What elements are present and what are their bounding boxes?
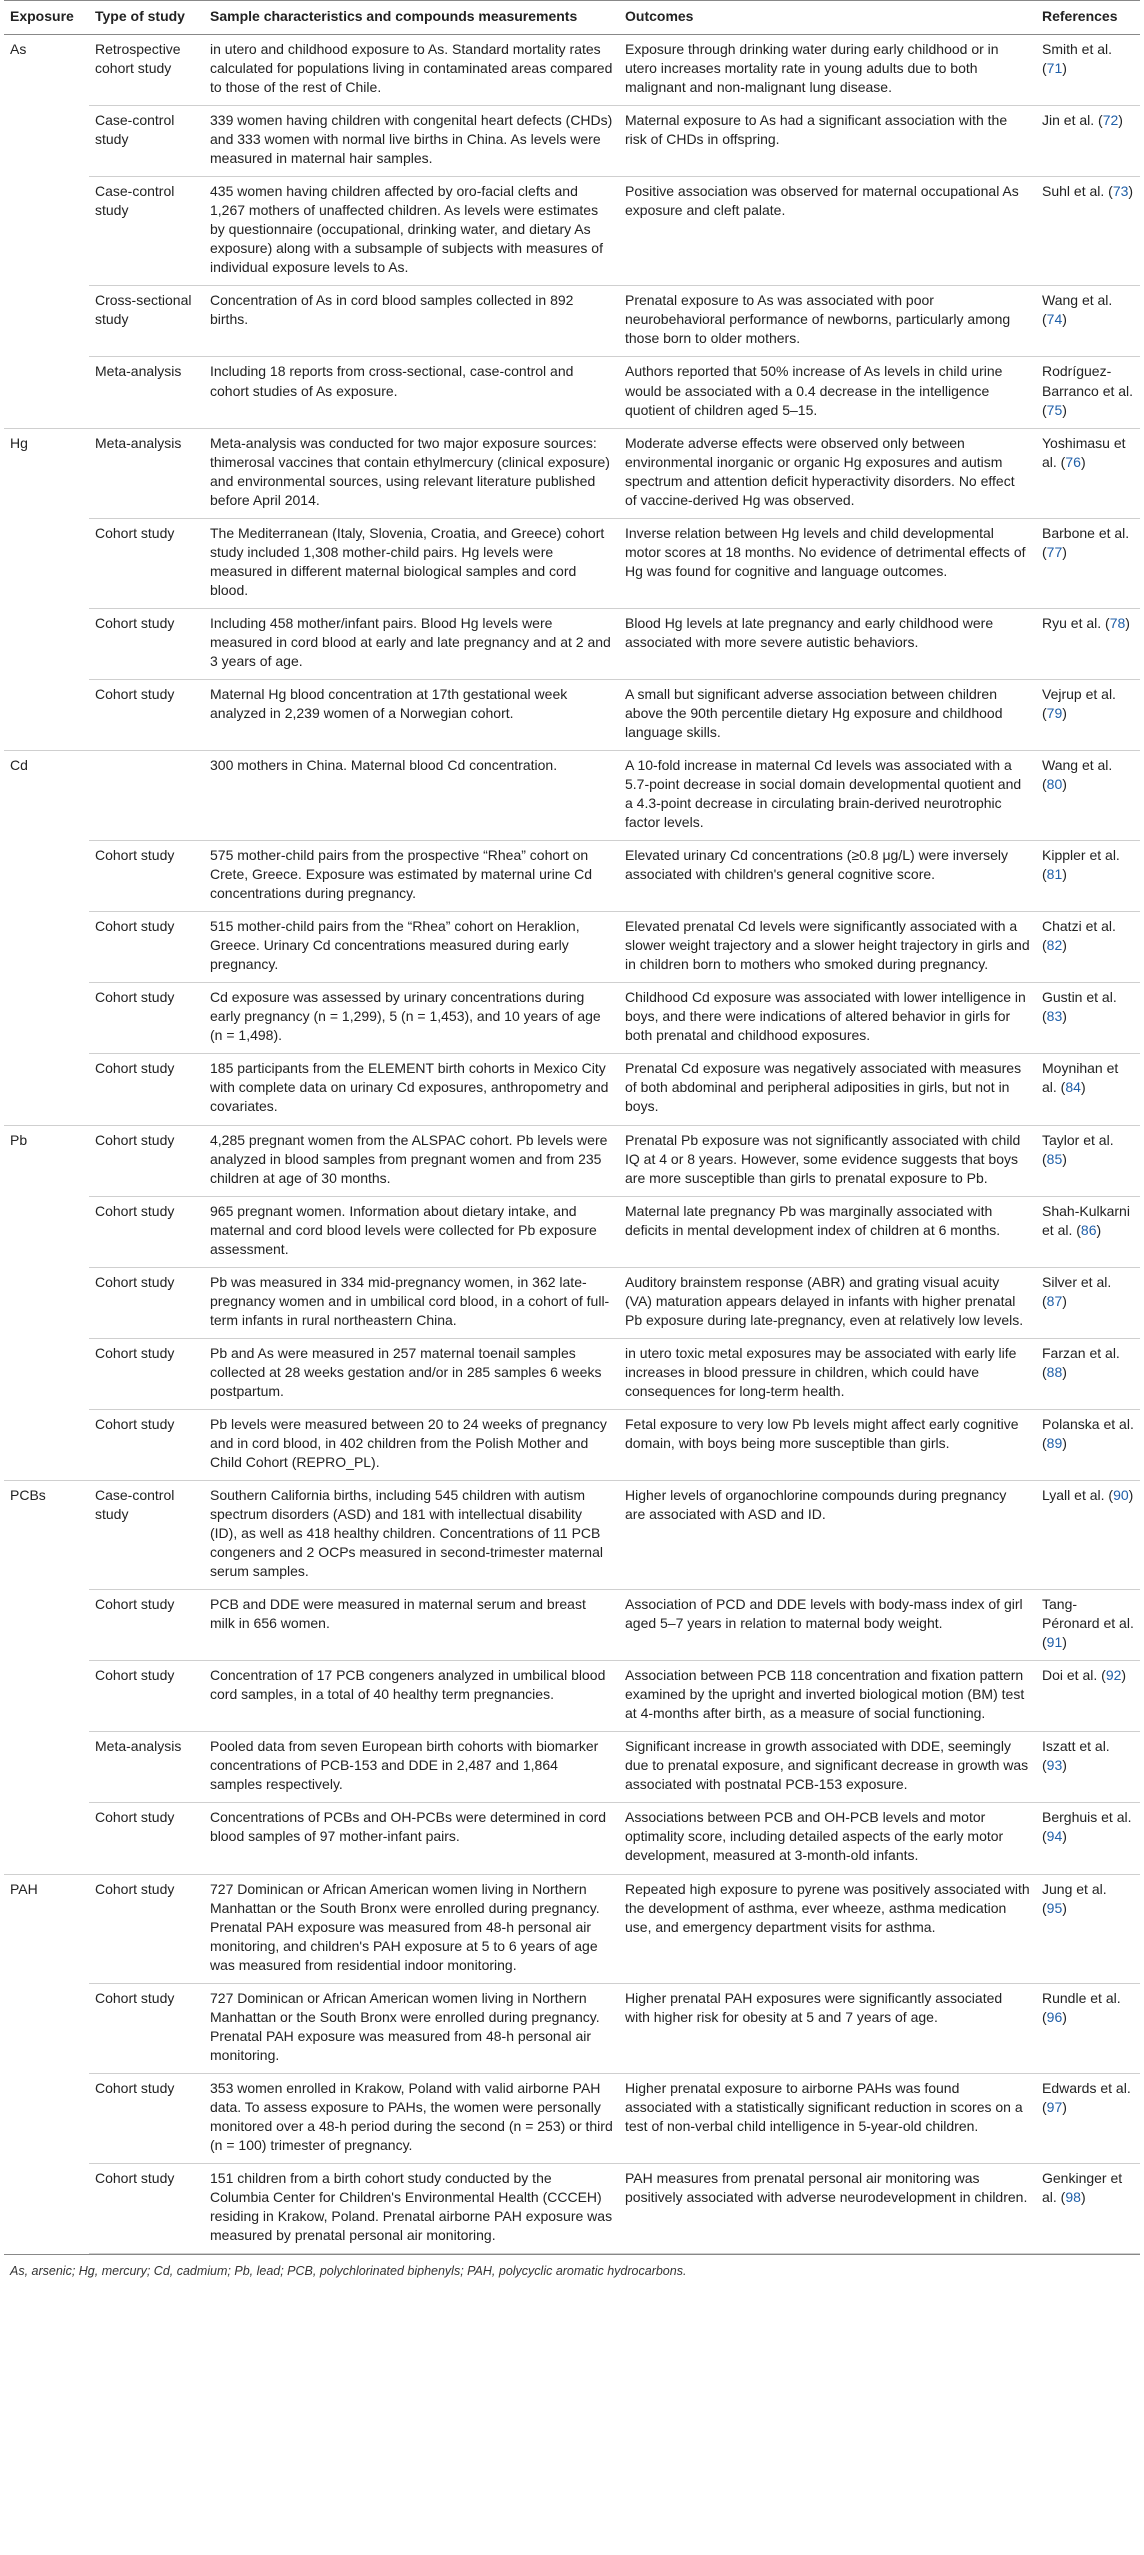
reference-authors: Tang-Péronard et al. [1042,1596,1134,1632]
sample-cell: in utero and childhood exposure to As. Standard mortality rates calculated for populations living in contaminated areas compared to those of the rest of Chile. [204,35,619,106]
table-row [4,1732,1140,1803]
reference-authors: Rundle et al. [1042,1989,1121,2006]
reference-authors: Jung et al. [1042,1880,1107,1897]
type-cell: Cohort study [89,2073,204,2163]
sample-cell: Including 18 reports from cross-sectional, case-control and cohort studies of As exposure. [204,357,619,428]
sample-cell: Pb and As were measured in 257 maternal toenail samples collected at 28 weeks gestation and/or in 285 samples 6 weeks postpartum. [204,1338,619,1409]
type-cell: Cohort study [89,1054,204,1125]
reference-cell: Moynihan et al. (84) [1036,1054,1140,1125]
reference-link[interactable]: 75 [1046,401,1063,418]
type-cell: Cohort study [89,1874,204,1983]
reference-cell: Genkinger et al. (98) [1036,2163,1140,2253]
table-body [4,35,1140,2254]
exposure-cell: Cd [4,751,89,841]
type-cell: Cohort study [89,1661,204,1732]
reference-cell: Jin et al. (72) [1036,106,1140,177]
outcomes-cell: Fetal exposure to very low Pb levels might affect early cognitive domain, with boys being more susceptible than girls. [619,1409,1036,1480]
exposure-cell [4,983,89,1054]
exposure-cell [4,2073,89,2163]
exposure-cell [4,1054,89,1125]
type-cell: Meta-analysis [89,1732,204,1803]
reference-cell: Wang et al. (80) [1036,751,1140,841]
sample-cell: 965 pregnant women. Information about dietary intake, and maternal and cord blood levels were collected for Pb exposure assessment. [204,1196,619,1267]
header-sample: Sample characteristics and compounds measurements [204,1,619,35]
reference-authors: Edwards et al. [1042,2079,1131,2096]
exposure-cell [4,1196,89,1267]
type-cell: Cohort study [89,1338,204,1409]
reference-link[interactable]: 81 [1046,866,1063,883]
exposure-cell [4,357,89,428]
outcomes-cell: Blood Hg levels at late pregnancy and early childhood were associated with more severe autistic behaviors. [619,608,1036,679]
outcomes-cell: Associations between PCB and OH-PCB levels and motor optimality score, including detailed aspects of the early motor development, measured at 3-month-old infants. [619,1803,1036,1874]
sample-cell: Concentration of As in cord blood samples collected in 892 births. [204,286,619,357]
reference-link[interactable]: 71 [1046,60,1063,77]
reference-authors: Rodríguez-Barranco et al. [1042,363,1134,399]
outcomes-cell: Higher prenatal PAH exposures were significantly associated with higher risk for obesity at 5 and 7 years of age. [619,1983,1036,2073]
outcomes-cell: Elevated prenatal Cd levels were significantly associated with a slower weight trajectory and a slower height trajectory in girls and in children born to mothers who smoked during pregnancy. [619,912,1036,983]
reference-link[interactable]: 74 [1046,311,1063,328]
type-cell: Cohort study [89,1409,204,1480]
reference-authors: Taylor et al. [1042,1131,1114,1148]
reference-authors: Shah-Kulkarni et al. [1042,1202,1130,1238]
reference-authors: Suhl et al. [1042,183,1105,200]
literature-table [4,0,1140,2254]
table-row [4,1196,1140,1267]
table-row [4,518,1140,608]
sample-cell: Including 458 mother/infant pairs. Blood Hg levels were measured in cord blood at early and late pregnancy and at 2 and 3 years of age. [204,608,619,679]
exposure-cell: PAH [4,1874,89,1983]
exposure-cell [4,1661,89,1732]
reference-link[interactable]: 92 [1105,1667,1122,1684]
sample-cell: 353 women enrolled in Krakow, Poland with valid airborne PAH data. To assess exposure to PAHs, the women were personally monitored over a 48-h period during the second (n = 253) or third (n = 100) trimester of pregnancy. [204,2073,619,2163]
table-row [4,679,1140,750]
exposure-cell [4,177,89,286]
outcomes-cell: Prenatal Cd exposure was negatively associated with measures of both abdominal and peripheral adiposities in girls, but not in boys. [619,1054,1036,1125]
sample-cell: 435 women having children affected by oro-facial clefts and 1,267 mothers of unaffected children. As levels were estimates by questionnaire (occupational, drinking water, and dietary As exposure) along with a subsample of subjects with measures of individual exposure levels to As. [204,177,619,286]
type-cell: Case-control study [89,177,204,286]
reference-cell: Silver et al. (87) [1036,1267,1140,1338]
type-cell: Cohort study [89,608,204,679]
sample-cell: 4,285 pregnant women from the ALSPAC cohort. Pb levels were analyzed in blood samples from pregnant women and from 235 children at age of 30 months. [204,1125,619,1196]
reference-link[interactable]: 90 [1113,1486,1129,1503]
reference-cell: Shah-Kulkarni et al. (86) [1036,1196,1140,1267]
reference-cell: Tang-Péronard et al. (91) [1036,1590,1140,1661]
sample-cell: 151 children from a birth cohort study conducted by the Columbia Center for Children's Environmental Health (CCCEH) residing in Krakow, Poland. Prenatal airborne PAH exposure was measured by prenatal personal air monitoring. [204,2163,619,2253]
sample-cell: Maternal Hg blood concentration at 17th gestational week analyzed in 2,239 women of a Norwegian cohort. [204,679,619,750]
reference-cell: Rundle et al. (96) [1036,1983,1140,2073]
reference-authors: Gustin et al. [1042,989,1117,1006]
exposure-cell [4,518,89,608]
outcomes-cell: A 10-fold increase in maternal Cd levels was associated with a 5.7-point decrease in social domain developmental quotient and a 4.3-point decrease in circulating brain-derived neurotrophic factor levels. [619,751,1036,841]
table-row [4,983,1140,1054]
reference-cell: Iszatt et al. (93) [1036,1732,1140,1803]
reference-cell: Doi et al. (92) [1036,1661,1140,1732]
reference-link[interactable]: 79 [1046,704,1063,721]
header-references: References [1036,1,1140,35]
reference-cell: Berghuis et al. (94) [1036,1803,1140,1874]
reference-cell: Kippler et al. (81) [1036,841,1140,912]
reference-link[interactable]: 77 [1046,543,1063,560]
exposure-cell [4,286,89,357]
reference-link[interactable]: 97 [1046,2098,1063,2115]
sample-cell: Pb levels were measured between 20 to 24 weeks of pregnancy and in cord blood, in 402 children from the Polish Mother and Child Cohort (REPRO_PL). [204,1409,619,1480]
exposure-cell [4,1338,89,1409]
reference-authors: Silver et al. [1042,1273,1112,1290]
reference-authors: Barbone et al. [1042,524,1130,541]
reference-authors: Smith et al. [1042,41,1113,58]
table-row [4,35,1140,106]
table-row [4,106,1140,177]
outcomes-cell: in utero toxic metal exposures may be associated with early life increases in blood pressure in children, which could have consequences for long-term health. [619,1338,1036,1409]
reference-link[interactable]: 78 [1109,614,1126,631]
outcomes-cell: PAH measures from prenatal personal air monitoring was positively associated with adverse neurodevelopment in children. [619,2163,1036,2253]
table-row [4,2163,1140,2253]
exposure-cell: As [10,41,27,58]
outcomes-cell: Elevated urinary Cd concentrations (≥0.8 μg/L) were inversely associated with children's general cognitive score. [619,841,1036,912]
reference-link[interactable]: 96 [1046,2008,1063,2025]
sample-cell: The Mediterranean (Italy, Slovenia, Croatia, and Greece) cohort study included 1,308 mother-child pairs. Hg levels were measured in different maternal biological samples and cord blood. [204,518,619,608]
type-cell: Cohort study [89,1267,204,1338]
table-header-row [4,1,1140,35]
exposure-cell [4,1267,89,1338]
header-outcomes: Outcomes [619,1,1036,35]
sample-cell: 727 Dominican or African American women living in Northern Manhattan or the South Bronx were enrolled during pregnancy. Prenatal PAH exposure was measured from 48-h personal air monitoring. [204,1983,619,2073]
reference-link[interactable]: 86 [1080,1221,1097,1238]
exposure-cell [4,106,89,177]
reference-cell: Suhl et al. (73) [1036,177,1140,286]
type-cell: Cohort study [89,983,204,1054]
table-row [4,1983,1140,2073]
outcomes-cell: Association of PCD and DDE levels with body-mass index of girl aged 5–7 years in relation to maternal body weight. [619,1590,1036,1661]
outcomes-cell: Prenatal exposure to As was associated with poor neurobehavioral performance of newborns, particularly among those born to older mothers. [619,286,1036,357]
outcomes-cell: Maternal late pregnancy Pb was marginally associated with deficits in mental development index of children at 6 months. [619,1196,1036,1267]
reference-authors: Farzan et al. [1042,1344,1120,1361]
reference-link[interactable]: 89 [1046,1434,1063,1451]
reference-cell: Farzan et al. (88) [1036,1338,1140,1409]
sample-cell: Concentration of 17 PCB congeners analyzed in umbilical blood cord samples, in a total of 40 healthy term pregnancies. [204,1661,619,1732]
exposure-cell [4,608,89,679]
outcomes-cell: Authors reported that 50% increase of As levels in child urine would be associated with a 0.4 decrease in the intelligence quotient of children aged 5–15. [619,357,1036,428]
table-row [4,1661,1140,1732]
reference-authors: Vejrup et al. [1042,685,1116,702]
reference-authors: Chatzi et al. [1042,918,1116,935]
reference-authors: Genkinger et al. [1042,2169,1123,2205]
reference-authors: Lyall et al. [1042,1486,1105,1503]
type-cell: Cohort study [89,912,204,983]
reference-authors: Ryu et al. [1042,614,1102,631]
sample-cell: Concentrations of PCBs and OH-PCBs were determined in cord blood samples of 97 mother-infant pairs. [204,1803,619,1874]
table-row [4,1267,1140,1338]
exposure-cell [4,1409,89,1480]
reference-link[interactable]: 93 [1046,1757,1063,1774]
type-cell: Cohort study [89,1590,204,1661]
reference-cell: Polanska et al. (89) [1036,1409,1140,1480]
reference-cell: Vejrup et al. (79) [1036,679,1140,750]
exposure-cell [4,679,89,750]
outcomes-cell: Moderate adverse effects were observed only between environmental inorganic or organic Hg exposures and autism spectrum and attention deficit hyperactivity disorders. No effect of vaccine-derived Hg was observed. [619,428,1036,518]
sample-cell: Cd exposure was assessed by urinary concentrations during early pregnancy (n = 1,299), 5 (n = 1,453), and 10 years of age (n = 1,498). [204,983,619,1054]
table-row [4,1590,1140,1661]
outcomes-cell: Exposure through drinking water during early childhood or in utero increases mortality rate in young adults due to both malignant and non-malignant lung disease. [619,35,1036,106]
table-row [4,841,1140,912]
reference-authors: Doi et al. [1042,1667,1098,1684]
reference-cell: Ryu et al. (78) [1036,608,1140,679]
reference-cell: Lyall et al. (90) [1036,1480,1140,1589]
reference-cell: Jung et al. (95) [1036,1874,1140,1983]
type-cell: Cohort study [89,1803,204,1874]
exposure-cell [4,2163,89,2253]
sample-cell: 339 women having children with congenital heart defects (CHDs) and 333 women with normal live births in China. As levels were measured in maternal hair samples. [204,106,619,177]
exposure-cell [4,1983,89,2073]
reference-cell: Edwards et al. (97) [1036,2073,1140,2163]
outcomes-cell: Higher prenatal exposure to airborne PAHs was found associated with a statistically significant reduction in scores on a test of non-verbal child intelligence in 5-year-old children. [619,2073,1036,2163]
reference-cell: Rodríguez-Barranco et al. (75) [1036,357,1140,428]
reference-cell: Taylor et al. (85) [1036,1125,1140,1196]
table-row [4,751,1140,841]
type-cell [89,751,204,841]
exposure-cell [4,1732,89,1803]
reference-authors: Moynihan et al. [1042,1060,1119,1096]
sample-cell: Pooled data from seven European birth cohorts with biomarker concentrations of PCB-153 and DDE in 2,487 and 1,864 samples respectively. [204,1732,619,1803]
sample-cell: 727 Dominican or African American women living in Northern Manhattan or the South Bronx were enrolled during pregnancy. Prenatal PAH exposure was measured from 48-h personal air monitoring, and children's PAH exposure at 5 to 6 years of age was measured from residential indoor monitoring. [204,1874,619,1983]
reference-link[interactable]: 87 [1046,1292,1063,1309]
reference-cell: Yoshimasu et al. (76) [1036,428,1140,518]
reference-link[interactable]: 72 [1102,112,1119,129]
exposure-cell [4,1590,89,1661]
reference-link[interactable]: 80 [1046,776,1063,793]
reference-authors: Wang et al. [1042,757,1113,773]
reference-authors: Wang et al. [1042,292,1113,309]
reference-authors: Iszatt et al. [1042,1738,1110,1755]
reference-link[interactable]: 91 [1046,1634,1063,1651]
exposure-cell: PCBs [4,1480,89,1589]
outcomes-cell: A small but significant adverse association between children above the 90th percentile dietary Hg exposure and childhood language skills. [619,679,1036,750]
table-row [4,1338,1140,1409]
exposure-cell: Hg [4,428,89,518]
table-row [4,608,1140,679]
reference-authors: Polanska et al. [1042,1415,1134,1432]
sample-cell: 575 mother-child pairs from the prospective “Rhea” cohort on Crete, Greece. Exposure was estimated by maternal urine Cd concentrations during pregnancy. [204,841,619,912]
reference-cell: Wang et al. (74) [1036,286,1140,357]
type-cell: Cohort study [89,679,204,750]
reference-authors: Berghuis et al. [1042,1809,1132,1826]
sample-cell: 300 mothers in China. Maternal blood Cd concentration. [204,751,619,841]
type-cell: Meta-analysis [89,357,204,428]
outcomes-cell: Repeated high exposure to pyrene was positively associated with the development of asthma, ever wheeze, asthma medication use, and emergency department visits for asthma. [619,1874,1036,1983]
reference-authors: Jin et al. [1042,112,1095,129]
reference-link[interactable]: 95 [1046,1899,1063,1916]
header-exposure: Exposure [4,1,89,35]
type-cell: Cohort study [89,1125,204,1196]
outcomes-cell: Childhood Cd exposure was associated with lower intelligence in boys, and there were indications of altered behavior in girls for both prenatal and childhood exposures. [619,983,1036,1054]
type-cell: Case-control study [89,106,204,177]
table-row [4,357,1140,428]
reference-link[interactable]: 76 [1065,453,1081,470]
outcomes-cell: Prenatal Pb exposure was not significantly associated with child IQ at 4 or 8 years. However, some evidence suggests that boys are more susceptible than girls to prenatal exposure to Pb. [619,1125,1036,1196]
sample-cell: PCB and DDE were measured in maternal serum and breast milk in 656 women. [204,1590,619,1661]
type-cell: Cohort study [89,518,204,608]
type-cell: Cohort study [89,2163,204,2253]
reference-link[interactable]: 98 [1065,2188,1081,2205]
outcomes-cell: Inverse relation between Hg levels and child developmental motor scores at 18 months. No evidence of detrimental effects of Hg was found for cognitive and language outcomes. [619,518,1036,608]
type-cell: Case-control study [89,1480,204,1589]
reference-cell: Barbone et al. (77) [1036,518,1140,608]
type-cell: Cross-sectional study [89,286,204,357]
outcomes-cell: Higher levels of organochlorine compounds during pregnancy are associated with ASD and ID. [619,1480,1036,1589]
table-row [4,286,1140,357]
table-row [4,912,1140,983]
reference-link[interactable]: 83 [1046,1008,1063,1025]
type-cell: Cohort study [89,1983,204,2073]
sample-cell: Pb was measured in 334 mid-pregnancy women, in 362 late-pregnancy women and in umbilical cord blood, in a cohort of full-term infants in rural northeastern China. [204,1267,619,1338]
reference-cell: Smith et al. (71) [1036,35,1140,106]
table-row [4,1874,1140,1983]
outcomes-cell: Maternal exposure to As had a significant association with the risk of CHDs in offspring. [619,106,1036,177]
header-type: Type of study [89,1,204,35]
reference-link[interactable]: 94 [1046,1828,1063,1845]
reference-cell: Gustin et al. (83) [1036,983,1140,1054]
reference-link[interactable]: 85 [1046,1150,1063,1167]
reference-authors: Kippler et al. [1042,847,1120,864]
sample-cell: 185 participants from the ELEMENT birth cohorts in Mexico City with complete data on urinary Cd exposures, anthropometry and covariates. [204,1054,619,1125]
exposure-cell [4,912,89,983]
table-row [4,1125,1140,1196]
sample-cell: Southern California births, including 545 children with autism spectrum disorders (ASD) and 181 with intellectual disability (ID), as well as 418 healthy children. Concentrations of 11 PCB congeners and 2 OCPs measured in second-trimester maternal serum samples. [204,1480,619,1589]
table-row [4,1803,1140,1874]
sample-cell: Meta-analysis was conducted for two major exposure sources: thimerosal vaccines that contain ethylmercury (clinical exposure) and environmental sources, using relevant literature published before April 2014. [204,428,619,518]
reference-authors: Yoshimasu et al. [1042,434,1126,470]
exposure-cell [4,1803,89,1874]
type-cell: Cohort study [89,1196,204,1267]
reference-link[interactable]: 82 [1046,937,1063,954]
reference-link[interactable]: 88 [1046,1363,1063,1380]
table-row [4,1480,1140,1589]
table-row [4,2073,1140,2163]
table-row [4,428,1140,518]
sample-cell: 515 mother-child pairs from the “Rhea” cohort on Heraklion, Greece. Urinary Cd concentrations measured during early pregnancy. [204,912,619,983]
type-cell: Cohort study [89,841,204,912]
type-cell: Meta-analysis [89,428,204,518]
table-row [4,1054,1140,1125]
reference-cell: Chatzi et al. (82) [1036,912,1140,983]
outcomes-cell: Association between PCB 118 concentration and fixation pattern examined by the upright and inverted biological motion (BM) test at 4-months after birth, as a measure of social functioning. [619,1661,1036,1732]
outcomes-cell: Positive association was observed for maternal occupational As exposure and cleft palate. [619,177,1036,286]
table-footnote: As, arsenic; Hg, mercury; Cd, cadmium; Pb, lead; PCB, polychlorinated biphenyls; PAH, polycyclic aromatic hydrocarbons. [4,2254,1140,2280]
exposure-cell [4,841,89,912]
reference-link[interactable]: 73 [1112,183,1129,200]
exposure-cell: Pb [4,1125,89,1196]
reference-link[interactable]: 84 [1065,1079,1081,1096]
outcomes-cell: Auditory brainstem response (ABR) and grating visual acuity (VA) maturation appears delayed in infants with higher prenatal Pb exposure during late-pregnancy, even at relatively low levels. [619,1267,1036,1338]
type-cell: Retrospective cohort study [89,35,204,106]
table-row [4,177,1140,286]
table-row [4,1409,1140,1480]
outcomes-cell: Significant increase in growth associated with DDE, seemingly due to prenatal exposure, and significant decrease in growth was associated with postnatal PCB-153 exposure. [619,1732,1036,1803]
